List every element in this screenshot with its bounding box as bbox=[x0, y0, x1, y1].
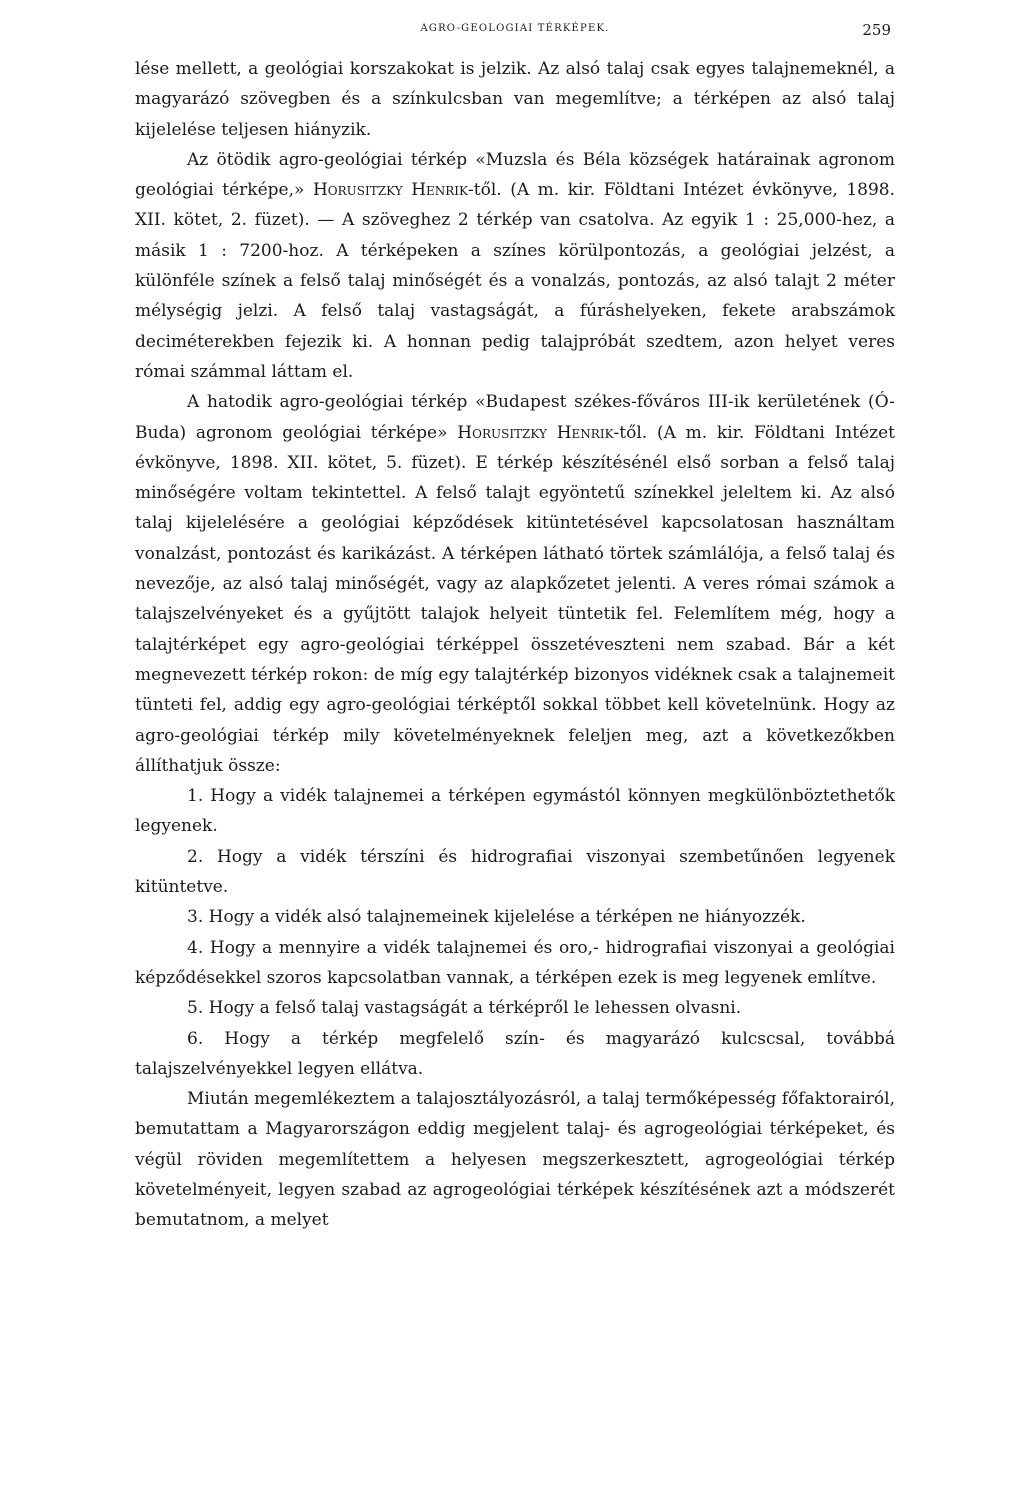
paragraph-text: -től. (A m. kir. Földtani Intézet évkönyve, 1898. XII. kötet, 2. füzet). — A szöveghez 2 térkép van csatolva. Az egyik 1 : 25,000-hez, a másik 1 : 7200-hoz. A térképeken a színes körülpontozás, a geológiai jelzést, a különféle színek a felső talaj minőségét és a vonalzás, pontozás, az alsó talajt 2 méter mélységig jelzi. A felső talaj vastagságát, a fúráshelyeken, fekete arabszámok deciméterekben fejezik ki. A honnan pedig talajpróbát szedtem, azon helyet veres római számmal láttam el. bbox=[135, 180, 895, 382]
paragraph-text: Miután megemlékeztem a talajosztályozásról, a talaj termőképesség főfaktorairól, bemutattam a Magyarországon eddig megjelent talaj- és agrogeológiai térképeket, és végül röviden megemlítettem a helyesen megszerkesztett, agrogeológiai térkép követelményeit, legyen szabad az agrogeológiai térképek készítésének azt a módszerét bemutatnom, a melyet bbox=[135, 1089, 895, 1231]
paragraph-text: lése mellett, a geológiai korszakokat is jelzik. Az alsó talaj csak egyes talajnemeknél, a magyarázó szövegben és a színkulcsban van megemlítve; a térképen az alsó talaj kijelelése teljesen hiányzik. bbox=[135, 59, 895, 140]
paragraph-text: Az ötödik agro-geológiai térkép «Muzsla és Béla községek határainak agronom geológiai térképe,» bbox=[135, 149, 895, 201]
book-page bbox=[135, 14, 895, 1236]
paragraph-continuation bbox=[135, 54, 895, 145]
page-number: 259 bbox=[862, 21, 891, 39]
paragraph-fifth-map bbox=[135, 145, 895, 387]
list-item-5 bbox=[135, 993, 895, 1023]
list-item-text: 4. Hogy a mennyire a vidék talajnemei és oro,- hidrografiai viszonyai a geológiai képződésekkel szoros kapcsolatban vannak, a térképen ezek is meg legyenek említve. bbox=[135, 937, 895, 988]
list-item-text: 5. Hogy a felső talaj vastagságát a térképről le lehessen olvasni. bbox=[187, 998, 742, 1019]
list-item-6 bbox=[135, 1024, 895, 1085]
author-name: Horusitzky Henrik bbox=[457, 422, 614, 443]
list-item-2 bbox=[135, 842, 895, 903]
paragraph-closing bbox=[135, 1084, 895, 1235]
list-item-text: 6. Hogy a térkép megfelelő szín- és magyarázó kulcscsal, továbbá talajszelvényekkel legyen ellátva. bbox=[135, 1028, 895, 1079]
paragraph-sixth-map bbox=[135, 387, 895, 781]
list-item-text: 2. Hogy a vidék térszíni és hidrografiai viszonyai szembetűnően legyenek kitüntetve. bbox=[135, 846, 895, 898]
list-item-3 bbox=[135, 902, 895, 932]
running-title: AGRO-GEOLOGIAI TÉRKÉPEK. bbox=[420, 23, 610, 34]
list-item-text: 3. Hogy a vidék alsó talajnemeinek kijelelése a térképen ne hiányozzék. bbox=[187, 907, 806, 928]
list-item-1 bbox=[135, 781, 895, 842]
page-header bbox=[135, 14, 895, 54]
body-text bbox=[135, 54, 895, 1236]
author-name: Horusitzky Henrik bbox=[312, 180, 469, 201]
paragraph-text: -től. (A m. kir. Földtani Intézet évkönyve, 1898. XII. kötet, 5. füzet). E térkép készítésénél első sorban a felső talaj minőségére voltam tekintettel. A felső talajt egyöntetű színekkel jeleltem ki. Az alsó talaj kijelelésére a geológiai képződések kitüntetésével kapcsolatosan használtam vonalzást, pontozást és karikázást. A térképen látható törtek számlálója, a felső talaj és nevezője, az alsó talaj minőségét, vagy az alapkőzetet jelenti. A veres római számok a talajszelvényeket és a gyűjtött talajok helyeit tüntetik fel. Felemlítem még, hogy a talajtérképet egy agro-geológiai térképpel összetéveszteni nem szabad. Bár a két megnevezett térkép rokon: de míg egy talajtérkép bizonyos vidéknek csak a talajnemeit tünteti fel, addig egy agro-geológiai térképtől sokkal többet kell követelnünk. Hogy az agro-geológiai térkép mily követelményeknek feleljen meg, azt a következőkben állíthatjuk össze: bbox=[135, 422, 895, 776]
list-item-text: 1. Hogy a vidék talajnemei a térképen egymástól könnyen megkülönböztethetők legyenek. bbox=[135, 786, 895, 837]
paragraph-text: A hatodik agro-geológiai térkép «Budapest székes-főváros III-ik kerületének (Ó-Buda) agronom geológiai térképe» bbox=[135, 392, 895, 443]
list-item-4 bbox=[135, 933, 895, 994]
